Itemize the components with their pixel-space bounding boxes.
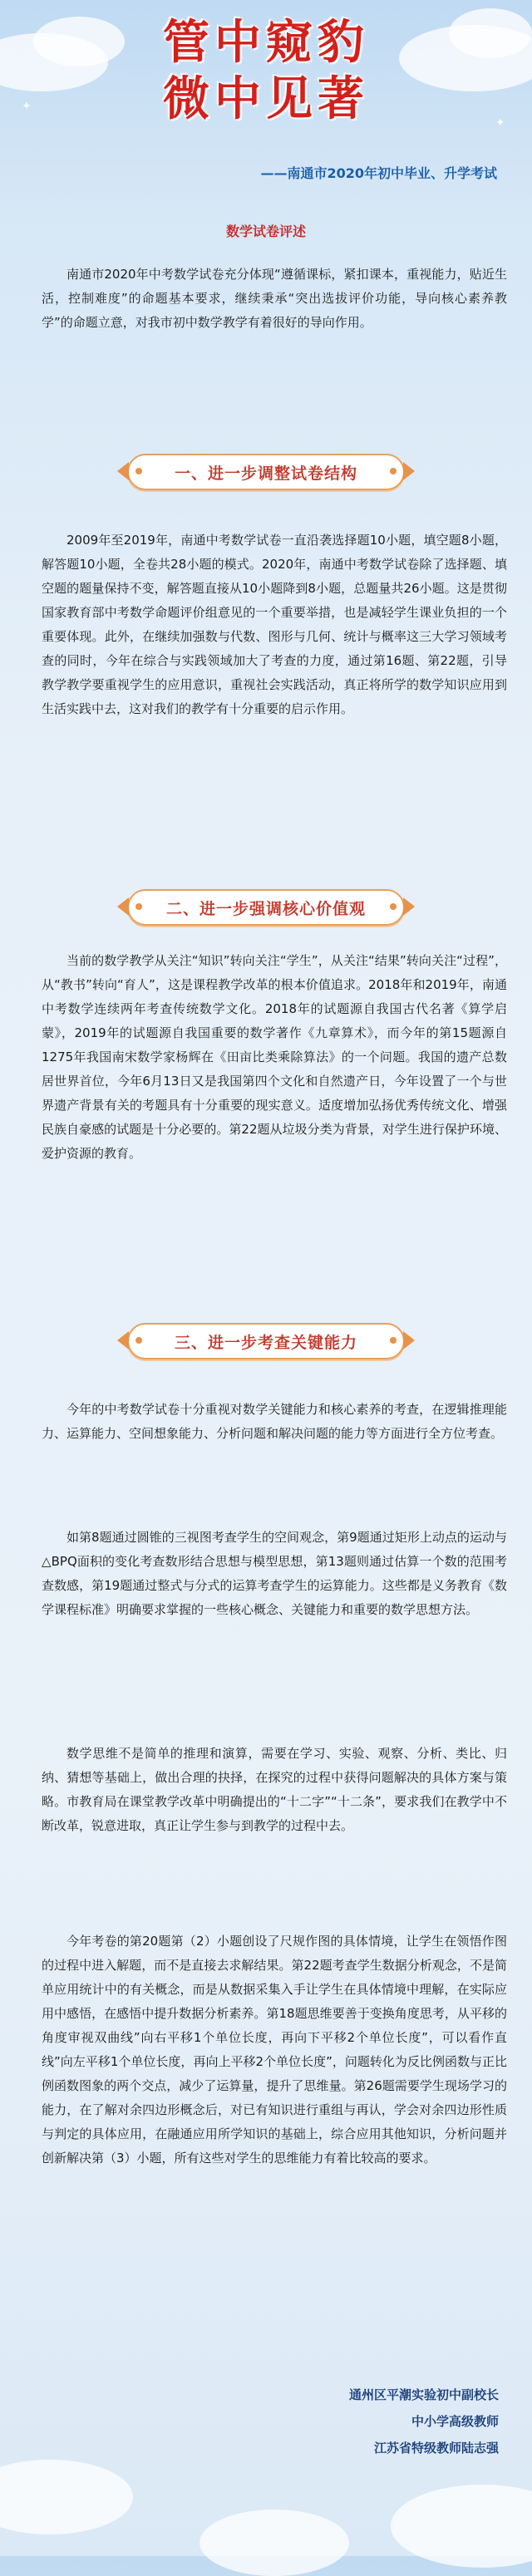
title-block xyxy=(0,15,532,128)
dot-icon xyxy=(390,468,397,474)
sparkle-icon: ✦ xyxy=(22,100,32,113)
dot-icon xyxy=(135,468,142,474)
author-signature xyxy=(249,2382,499,2461)
section-3-paragraph-1: 今年的中考数学试卷十分重视对数学关键能力和核心素养的考查，在逻辑推理能力、运算能力、空间想象能力、分析问题和解决问题的能力等方面进行全方位考查。 xyxy=(42,1402,507,1441)
author-title-2: 中小学高级教师 xyxy=(411,2414,499,2429)
section-3-paragraph-4: 今年考卷的第20题第（2）小题创设了尺规作图的具体情境，让学生在领悟作图的过程中进入解题，而不是直接去求解结果。第22题考查学生数据分析观念，不是简单应用统计中的有关概念，而是从数据采集入手让学生在具体情境中理解，在实际应用中感悟，在感悟中提升数据分析素养。第18题思维要善于变换角度思考，从平移的角度审视双曲线”向右平移1个单位长度，再向下平移2个单位长度”，可以看作直线”向左平移1个单位长度，再向上平移2个单位长度”，问题转化为反比例函数与正比例函数图象的两个交点，减少了运算量，提升了思维量。第26题需要学生现场学习的能力，在了解对余四边形概念后，对已有知识进行重组与再认，学会对余四边形性质与判定的具体应用，在融通应用所学知识的基础上，综合应用其他知识，分析问题并创新解决第（3）小题，所有这些对学生的思维能力有着比较高的要求。 xyxy=(42,1934,507,2166)
section-heading-1 xyxy=(125,454,407,490)
section-pill xyxy=(127,1323,405,1359)
ribbon-right-icon xyxy=(403,462,415,480)
section-pill xyxy=(127,454,405,490)
ribbon-left-icon xyxy=(117,897,129,916)
intro-paragraph: 南通市2020年中考数学试卷充分体现“遵循课标，紧扣课本，重视能力，贴近生活，控制难度”的命题基本要求，继续秉承“突出选拔评价功能，导向核心素养教学”的命题立意，对我市初中数学教学有着很好的导向作用。 xyxy=(42,267,507,330)
section-heading-text: 一、进一步调整试卷结构 xyxy=(174,464,357,483)
section-heading-text: 二、进一步强调核心价值观 xyxy=(165,899,366,918)
author-title-1: 通州区平潮实验初中副校长 xyxy=(348,2387,499,2402)
title-line-2: 微中见著 xyxy=(163,72,369,126)
sparkle-icon: ✦ xyxy=(495,116,505,130)
section-pill xyxy=(127,889,405,926)
section-2-paragraph-1: 当前的数学教学从关注“知识”转向关注“学生”，从关注“结果”转向关注“过程”，从“教书”转向“育人”，这是课程教学改革的根本价值追求。2018年和2019年，南通中考数学连续两年考查传统数学文化。2018年的试题源自我国古代名著《算学启蒙》，2019年的试题源自我国重要的数学著作《九章算术》，而今年的第15题源自1275年我国南宋数学家杨辉在《田亩比类乘除算法》的一个问题。我国的遗产总数居世界首位，今年6月13日又是我国第四个文化和自然遗产日，今年设置了一个与世界遗产背景有关的考题具有十分重要的现实意义。适度增加弘扬优秀传统文化、增强民族自豪感的试题是十分必要的。第22题从垃圾分类为背景，对学生进行保护环境、爱护资源的教育。 xyxy=(42,953,507,1161)
cloud-decoration xyxy=(200,2510,349,2576)
subject-heading: 数学试卷评述 xyxy=(225,224,306,239)
dot-icon xyxy=(390,903,397,910)
section-heading-text: 三、进一步考查关键能力 xyxy=(174,1333,357,1352)
section-1-paragraph-1: 2009年至2019年，南通中考数学试卷一直沿袭选择题10小题，填空题8小题，解答题10小题，全卷共28小题的模式。2020年，南通中考数学试卷除了选择题、填空题的题量保持不变，解答题直接从10小题降到8小题，总题量共26小题。这是贯彻国家教育部中考数学命题评价组意见的一个重要举措，也是减轻学生课业负担的一个重要体现。此外，在继续加强数与代数、图形与几何、统计与概率这三大学习领域考查的同时，今年在综合与实践领域加大了考查的力度，通过第16题、第22题，引导教学教学要重视学生的应用意识，重视社会实践活动，真正将所学的数学知识应用到生活实践中去，这对我们的教学有十分重要的启示作用。 xyxy=(42,533,507,716)
dot-icon xyxy=(135,903,142,910)
dot-icon xyxy=(390,1337,397,1344)
ribbon-right-icon xyxy=(403,897,415,916)
section-heading-2 xyxy=(125,889,407,926)
section-3-paragraph-3: 数学思维不是简单的推理和演算，需要在学习、实验、观察、分析、类比、归纳、猜想等基础上，做出合理的抉择，在探究的过程中获得问题解决的具体方案与策略。市教育局在课堂教学改革中明确提出的“十二字”“十二条”，要求我们在教学中不断改革，锐意进取，真正让学生参与到教学的过程中去。 xyxy=(42,1746,507,1833)
title-line-1: 管中窥豹 xyxy=(163,16,369,70)
cloud-decoration xyxy=(0,2460,133,2534)
author-name: 江苏省特级教师陆志强 xyxy=(373,2441,499,2456)
ribbon-left-icon xyxy=(117,1331,129,1349)
exam-subtitle: ——南通市2020年初中毕业、升学考试 xyxy=(260,165,497,181)
section-3-paragraph-2: 如第8题通过圆锥的三视图考查学生的空间观念，第9题通过矩形上动点的运动与△BPQ面积的变化考查数形结合思想与模型思想，第13题则通过估算一个数的范围考查数感，第19题通过整式与分式的运算考查学生的运算能力。这些都是义务教育《数学课程标准》明确要求掌握的一些核心概念、关键能力和重要的数学思想方法。 xyxy=(42,1530,507,1617)
ribbon-right-icon xyxy=(403,1331,415,1349)
cloud-decoration xyxy=(391,2485,532,2568)
dot-icon xyxy=(135,1337,142,1344)
ribbon-left-icon xyxy=(117,462,129,480)
section-heading-3 xyxy=(125,1323,407,1359)
